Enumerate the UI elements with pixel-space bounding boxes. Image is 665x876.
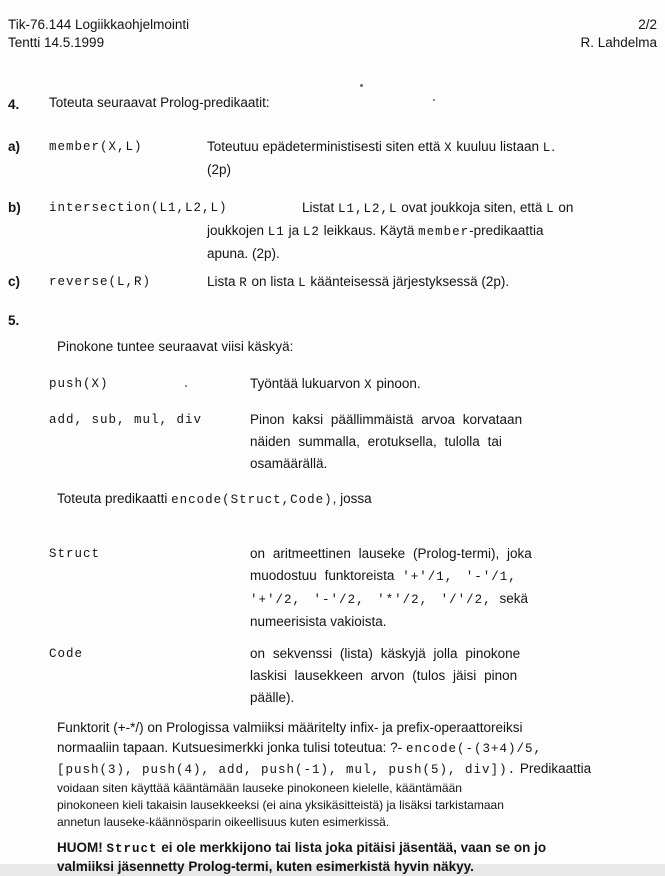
code-text: L1,L2,L xyxy=(338,202,398,216)
plain-text: pinoon. xyxy=(372,376,421,391)
code-text: X xyxy=(364,378,373,392)
code-text: L1 xyxy=(267,225,285,239)
plain-text: joukkojen xyxy=(207,223,268,238)
exercise-item-a xyxy=(0,136,665,181)
text-line xyxy=(250,543,602,565)
code-text: L2 xyxy=(302,225,320,239)
item-label: c) xyxy=(8,274,21,289)
text-line xyxy=(57,839,645,858)
item-label: a) xyxy=(8,139,21,154)
plain-text: voidaan siten käyttää kääntämään lauseke pinokoneen kielelle, kääntämään xyxy=(57,781,462,795)
definition-term: Struct xyxy=(49,547,101,561)
code-text: L xyxy=(542,141,552,155)
definition-row-code xyxy=(0,643,665,709)
plain-text: leikkaus. Käytä xyxy=(319,223,419,238)
plain-text: Listat xyxy=(302,200,339,215)
code-text: encode(-(3+4)/5, xyxy=(405,742,542,756)
text-line xyxy=(57,780,645,797)
exercise-item-b xyxy=(0,197,665,265)
question-4 xyxy=(0,94,665,294)
plain-text: Funktorit (+-*/) on Prologissa valmiiksi määritelty infix- ja prefix-operaattoreiksi xyxy=(57,720,523,735)
author-name: R. Lahdelma xyxy=(580,35,657,50)
command-code: add, sub, mul, div xyxy=(49,413,203,427)
text-line xyxy=(207,271,655,294)
plain-text: ovat joukkoja siten, että xyxy=(397,200,547,215)
plain-text: ei ole merkkijono tai lista joka pitäisi jäsentää, vaan se on jo xyxy=(157,840,547,855)
page-number: 2/2 xyxy=(638,17,657,32)
plain-text: annetun lauseke-käännösparin oikeellisuus kuten esimerkissä. xyxy=(57,815,390,829)
definition-description xyxy=(250,643,602,709)
plain-text: Toteuta predikaatti xyxy=(57,491,172,506)
text-line xyxy=(250,373,602,396)
code-text: member xyxy=(418,225,470,239)
plain-text: HUOM! xyxy=(57,840,107,855)
plain-text: numeerisista vakioista. xyxy=(250,614,387,629)
item-code: reverse(L,R) xyxy=(49,275,152,289)
text-line xyxy=(250,588,602,611)
text-line xyxy=(250,611,602,633)
item-label: b) xyxy=(8,200,21,215)
plain-text: , jossa xyxy=(332,491,372,506)
exercise-item-c xyxy=(0,271,665,294)
plain-text: kuuluu listaan xyxy=(452,139,543,154)
note-paragraph xyxy=(57,839,645,876)
plain-text: osamäärällä. xyxy=(250,456,328,471)
text-line xyxy=(57,759,645,780)
plain-text: pinokoneen kieli takaisin lausekkeeksi (ei aina yksikäsitteistä) ja lisäksi tarkistamaan xyxy=(57,798,504,812)
item-description xyxy=(207,271,655,294)
scan-speck xyxy=(360,84,363,87)
encode-instruction xyxy=(57,490,665,509)
plain-text: Toteutuu epädeterministisesti siten että xyxy=(207,139,445,154)
text-line xyxy=(207,136,655,159)
header-right xyxy=(580,16,657,52)
code-text: Struct xyxy=(106,842,158,856)
definition-term: Code xyxy=(49,647,84,661)
plain-text: Predikaattia xyxy=(516,761,592,776)
item-code: intersection(L1,L2,L) xyxy=(49,201,228,215)
item-code: member(X,L) xyxy=(49,140,143,154)
course-title: Tik-76.144 Logiikkaohjelmointi xyxy=(8,17,190,32)
plain-text: on lista xyxy=(247,274,299,289)
command-row-push xyxy=(0,373,665,396)
plain-text: sekä xyxy=(491,591,529,606)
code-text: L xyxy=(546,202,555,216)
code-text: '+'/1, '-'/1, xyxy=(402,570,517,584)
plain-text: valmiiksi jäsennetty Prolog-termi, kuten esimerkistä hyvin näkyy. xyxy=(57,859,474,874)
plain-text: normaaliin tapaan. Kutsuesimerkki jonka tulisi toteutua: ?- xyxy=(57,740,406,755)
item-description xyxy=(207,197,655,265)
question-5-number: 5. xyxy=(8,313,20,328)
text-line xyxy=(57,738,645,759)
code-text: R xyxy=(239,276,248,290)
plain-text: käänteisessä järjestyksessä (2p). xyxy=(306,274,510,289)
text-line xyxy=(207,220,655,243)
question-4-number: 4. xyxy=(8,97,20,112)
text-line xyxy=(250,643,602,665)
explanation-paragraph-small xyxy=(57,780,645,831)
text-line xyxy=(57,718,645,738)
command-description xyxy=(250,373,602,396)
code-text: encode(Struct,Code) xyxy=(171,493,333,507)
question-5 xyxy=(0,310,665,876)
question-5-heading xyxy=(0,310,665,332)
text-line xyxy=(250,453,602,475)
scan-speck xyxy=(185,385,187,387)
text-line xyxy=(250,431,602,453)
plain-text: on aritmeettinen lauseke (Prolog-termi), joka xyxy=(250,546,532,561)
plain-text: Työntää lukuarvon xyxy=(250,376,365,391)
plain-text: päälle). xyxy=(250,690,295,705)
code-text: '+'/2, '-'/2, '*'/2, '/'/2, xyxy=(250,593,492,607)
command-description xyxy=(250,409,602,475)
command-row-arith xyxy=(0,409,665,475)
definition-row-struct xyxy=(0,543,665,633)
header-left xyxy=(8,16,189,52)
plain-text: on xyxy=(554,200,574,215)
text-line xyxy=(207,159,655,181)
code-text: L xyxy=(298,276,307,290)
code-text: X xyxy=(444,141,453,155)
text-line xyxy=(57,797,645,814)
code-text: [push(3), push(4), add, push(-1), mul, push(5), div]). xyxy=(57,763,517,777)
text-line xyxy=(250,565,602,588)
plain-text: muodostuu funktoreista xyxy=(250,568,403,583)
scan-speck xyxy=(433,99,435,101)
question-5-intro: Pinokone tuntee seuraavat viisi käskyä: xyxy=(57,339,294,354)
text-line xyxy=(57,858,645,876)
explanation-paragraph xyxy=(57,718,645,780)
plain-text: . xyxy=(551,139,555,154)
plain-text: apuna. (2p). xyxy=(207,246,280,261)
text-line xyxy=(57,814,645,831)
plain-text: -predikaattia xyxy=(469,223,544,238)
document-header xyxy=(0,0,665,52)
text-line xyxy=(250,687,602,709)
text-line xyxy=(250,665,602,687)
definition-description xyxy=(250,543,602,633)
question-4-heading xyxy=(0,94,665,116)
text-line xyxy=(207,243,655,265)
command-code: push(X) xyxy=(49,377,109,391)
question-4-intro: Toteuta seuraavat Prolog-predikaatit: xyxy=(49,95,270,110)
plain-text: (2p) xyxy=(207,162,232,177)
text-line xyxy=(207,197,655,220)
plain-text: laskisi lausekkeen arvon (tulos jäisi pinon xyxy=(250,668,518,683)
exam-date: Tentti 14.5.1999 xyxy=(8,35,105,50)
item-description xyxy=(207,136,655,181)
plain-text: Pinon kaksi päällimmäistä arvoa korvataan xyxy=(250,412,523,427)
plain-text: on sekvenssi (lista) käskyjä jolla pinokone xyxy=(250,646,521,661)
plain-text: ja xyxy=(284,223,303,238)
plain-text: näiden summalla, erotuksella, tulolla tai xyxy=(250,434,502,449)
text-line xyxy=(250,409,602,431)
plain-text: Lista xyxy=(207,274,240,289)
